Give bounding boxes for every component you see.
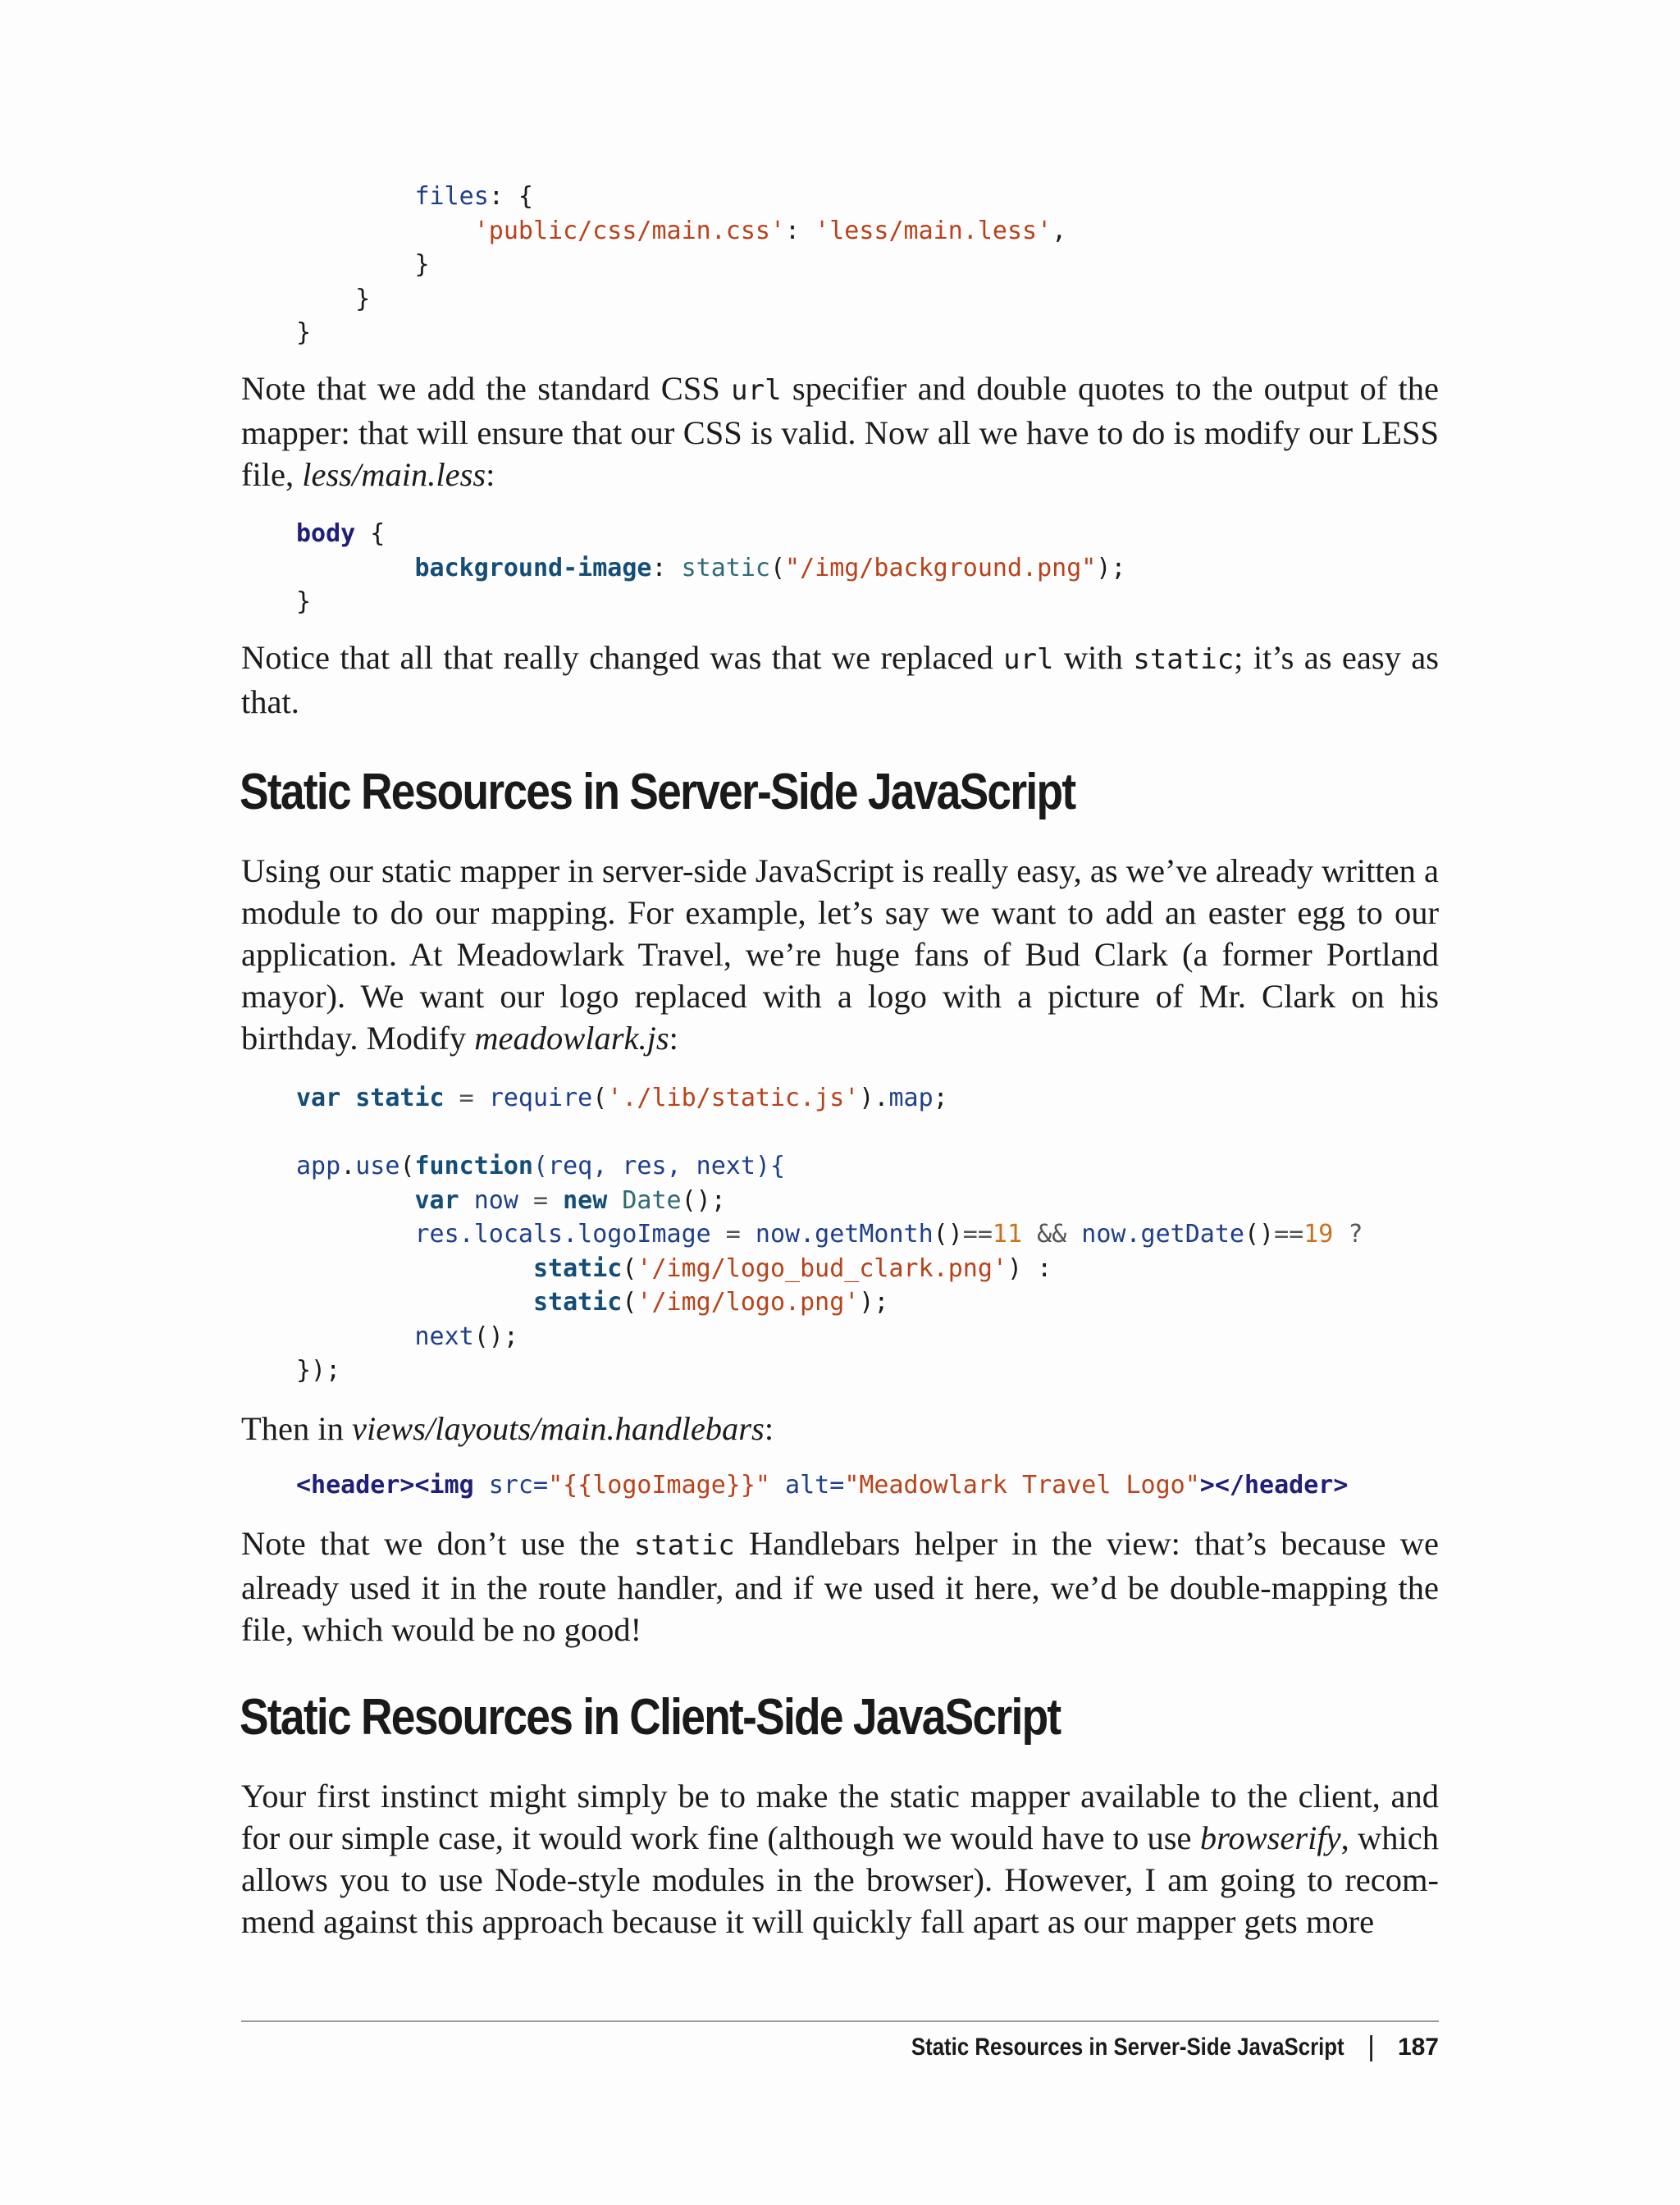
code-block-less: body { background-image: static("/img/background.png"); }	[296, 519, 1126, 616]
paragraph-url-static-note: Notice that all that really changed was that we replaced url with static; it’s as easy as that.	[241, 639, 1439, 720]
section-heading-client-side: Static Resources in Client-Side JavaScript	[240, 1689, 1061, 1746]
paragraph-static-helper-note: Note that we don’t use the static Handlebars helper in the view: that’s because we already used it in the route handler, and if we used it here, we’d be double-mapping the file, which would be no good!	[241, 1525, 1439, 1648]
page-number: 187	[1397, 2033, 1439, 2061]
code-block-meadowlark-js: var static = require('./lib/static.js').map; app.use(function(req, res, next){ var now = new Date(); res.locals.logoImage = now.getMonth()==11 && now.getDate()==19 ? static('/img/logo_bud_clark.png') : static('/img/logo.png'); next(); });	[296, 1084, 1363, 1385]
section-heading-server-side: Static Resources in Server-Side JavaScript	[240, 764, 1075, 820]
footer-rule	[241, 2020, 1439, 2022]
code-block-handlebars: <header><img src="{{logoImage}}" alt="Meadowlark Travel Logo"></header>	[296, 1471, 1349, 1500]
paragraph-server-side-intro: Using our static mapper in server-side JavaScript is really easy, as we’ve already written a module to do our mapping. For example, let’s say we want to add an easter egg to our application. At Meadowlark Travel, we’re huge fans of Bud Clark (a former Portland mayor). We want our logo replaced with a logo with a picture of Mr. Clark on his birthday. Modify meadowlark.js:	[241, 852, 1439, 1057]
footer-separator: |	[1367, 2031, 1375, 2062]
paragraph-then-in-views: Then in views/layouts/main.handlebars:	[241, 1410, 774, 1447]
running-footer-title: Static Resources in Server-Side JavaScript	[911, 2033, 1345, 2061]
page-footer	[841, 2031, 1439, 2063]
paragraph-css-url-note: Note that we add the standard CSS url specifier and double quotes to the output of the mapper: that will ensure that our CSS is valid. Now all we have to do is modify our LESS file, less/main.less:	[241, 370, 1439, 493]
paragraph-client-side-intro: Your first instinct might simply be to make the static mapper available to the client, and for our simple case, it would work fine (although we would have to use browserify, which allows you to use Node-style modules in the browser). However, I am going to recom-mend against this approach because it will quickly fall apart as our mapper gets more	[241, 1778, 1439, 1940]
code-block-gruntfile: files: { 'public/css/main.css': 'less/main.less', } } }	[296, 182, 1067, 347]
